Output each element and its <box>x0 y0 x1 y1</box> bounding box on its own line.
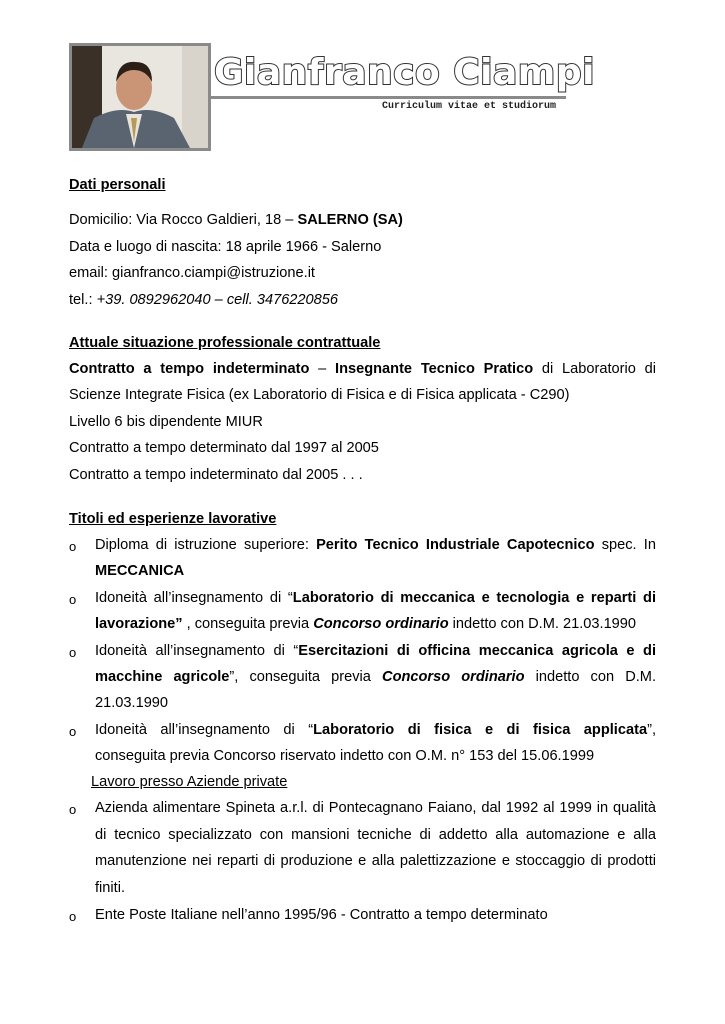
header-rule <box>211 96 566 99</box>
diploma-label: Diploma di istruzione superiore: <box>95 537 317 553</box>
qualification-3-quote: ”, <box>647 722 656 738</box>
job-1-line-2: di tecnico specializzato con mansioni tecniche di addetto alla automazione e alla <box>95 827 656 843</box>
qualification-2-label: Idoneità all’insegnamento di “ <box>95 643 299 659</box>
qualification-1-label: Idoneità all’insegnamento di “ <box>95 590 293 606</box>
qualification-2-decree: indetto con D.M. <box>524 669 656 685</box>
profile-photo <box>69 43 211 151</box>
qualification-3-line-2: conseguita previa Concorso riservato indetto con O.M. n° 153 del 15.06.1999 <box>95 748 595 764</box>
job-1-line-3: manutenzione nei reparti di produzione e alla palettizzazione e stoccaggio di prodotti <box>95 853 656 869</box>
role-title: Insegnante Tecnico Pratico <box>335 361 534 377</box>
qualification-1-line-1 <box>95 588 656 608</box>
address-line <box>69 210 403 230</box>
level-line: Livello 6 bis dipendente MIUR <box>69 414 263 430</box>
contract-line <box>69 359 656 379</box>
document-subtitle: Curriculum vitae et studiorum <box>382 101 557 112</box>
permanent-line: Contratto a tempo indeterminato dal 2005 . . . <box>69 467 363 483</box>
email-line: email: gianfranco.ciampi@istruzione.it <box>69 265 315 281</box>
qualification-1-via: , conseguita previa <box>182 616 314 632</box>
qualification-1-decree: indetto con D.M. 21.03.1990 <box>448 616 637 632</box>
contract-type: Contratto a tempo indeterminato <box>69 361 310 377</box>
bullet-marker: o <box>69 592 77 607</box>
fixed-term-line: Contratto a tempo determinato dal 1997 al 2005 <box>69 440 379 456</box>
address-label: Domicilio: Via Rocco Galdieri, 18 – <box>69 212 298 228</box>
qualification-1-exam: Concorso ordinario <box>313 616 449 632</box>
address-city: SALERNO (SA) <box>297 212 403 228</box>
work-subheading: Lavoro presso Aziende private <box>91 774 288 790</box>
qualification-1-line-2 <box>95 614 656 634</box>
qualification-3-line-1 <box>95 720 656 740</box>
diploma-line-1 <box>95 535 656 555</box>
job-1-line-1: Azienda alimentare Spineta a.r.l. di Pontecagnano Faiano, dal 1992 al 1999 in qualità <box>95 800 656 816</box>
qualification-2-line-3: 21.03.1990 <box>95 695 169 711</box>
phone-value: +39. 0892962040 – cell. 3476220856 <box>96 292 339 308</box>
bullet-marker: o <box>69 724 77 739</box>
qualification-3-subject: Laboratorio di fisica e di fisica applicata <box>313 722 648 738</box>
bullet-marker: o <box>69 802 77 817</box>
diploma-title: Perito Tecnico Industriale Capotecnico <box>316 537 595 553</box>
diploma-spec: spec. In <box>594 537 656 553</box>
qualification-2-via: ”, conseguita previa <box>229 669 383 685</box>
qualification-2-subject: Esercitazioni di officina meccanica agricola e di <box>298 643 656 659</box>
birth-line: Data e luogo di nascita: 18 aprile 1966 - Salerno <box>69 239 382 255</box>
role-rest: di Laboratorio di <box>533 361 656 377</box>
qualification-1-subject: Laboratorio di meccanica e tecnologia e reparti di <box>292 590 657 606</box>
diploma-line-2: MECCANICA <box>95 563 185 579</box>
bullet-marker: o <box>69 909 77 924</box>
applicant-name: Gianfranco Ciampi <box>214 52 595 93</box>
section-heading-personal: Dati personali <box>69 177 166 193</box>
phone-label: tel.: <box>69 292 97 308</box>
job-1-line-4: finiti. <box>95 880 126 896</box>
qualification-2-exam: Concorso ordinario <box>382 669 525 685</box>
bullet-marker: o <box>69 539 77 554</box>
section-heading-titles: Titoli ed esperienze lavorative <box>69 511 277 527</box>
bullet-marker: o <box>69 645 77 660</box>
role-detail-line: Scienze Integrate Fisica (ex Laboratorio di Fisica e di Fisica applicata - C290) <box>69 387 570 403</box>
qualification-2-line-2 <box>95 667 656 687</box>
qualification-1-subject-end: lavorazione” <box>95 616 183 632</box>
contract-dash: – <box>309 361 336 377</box>
qualification-2-line-1 <box>95 641 656 661</box>
qualification-2-subject-end: macchine agricole <box>95 669 230 685</box>
job-2-line-1: Ente Poste Italiane nell’anno 1995/96 - Contratto a tempo determinato <box>95 907 548 923</box>
section-heading-professional: Attuale situazione professionale contrattuale <box>69 335 381 351</box>
qualification-3-label: Idoneità all’insegnamento di “ <box>95 722 314 738</box>
phone-line <box>69 290 338 310</box>
